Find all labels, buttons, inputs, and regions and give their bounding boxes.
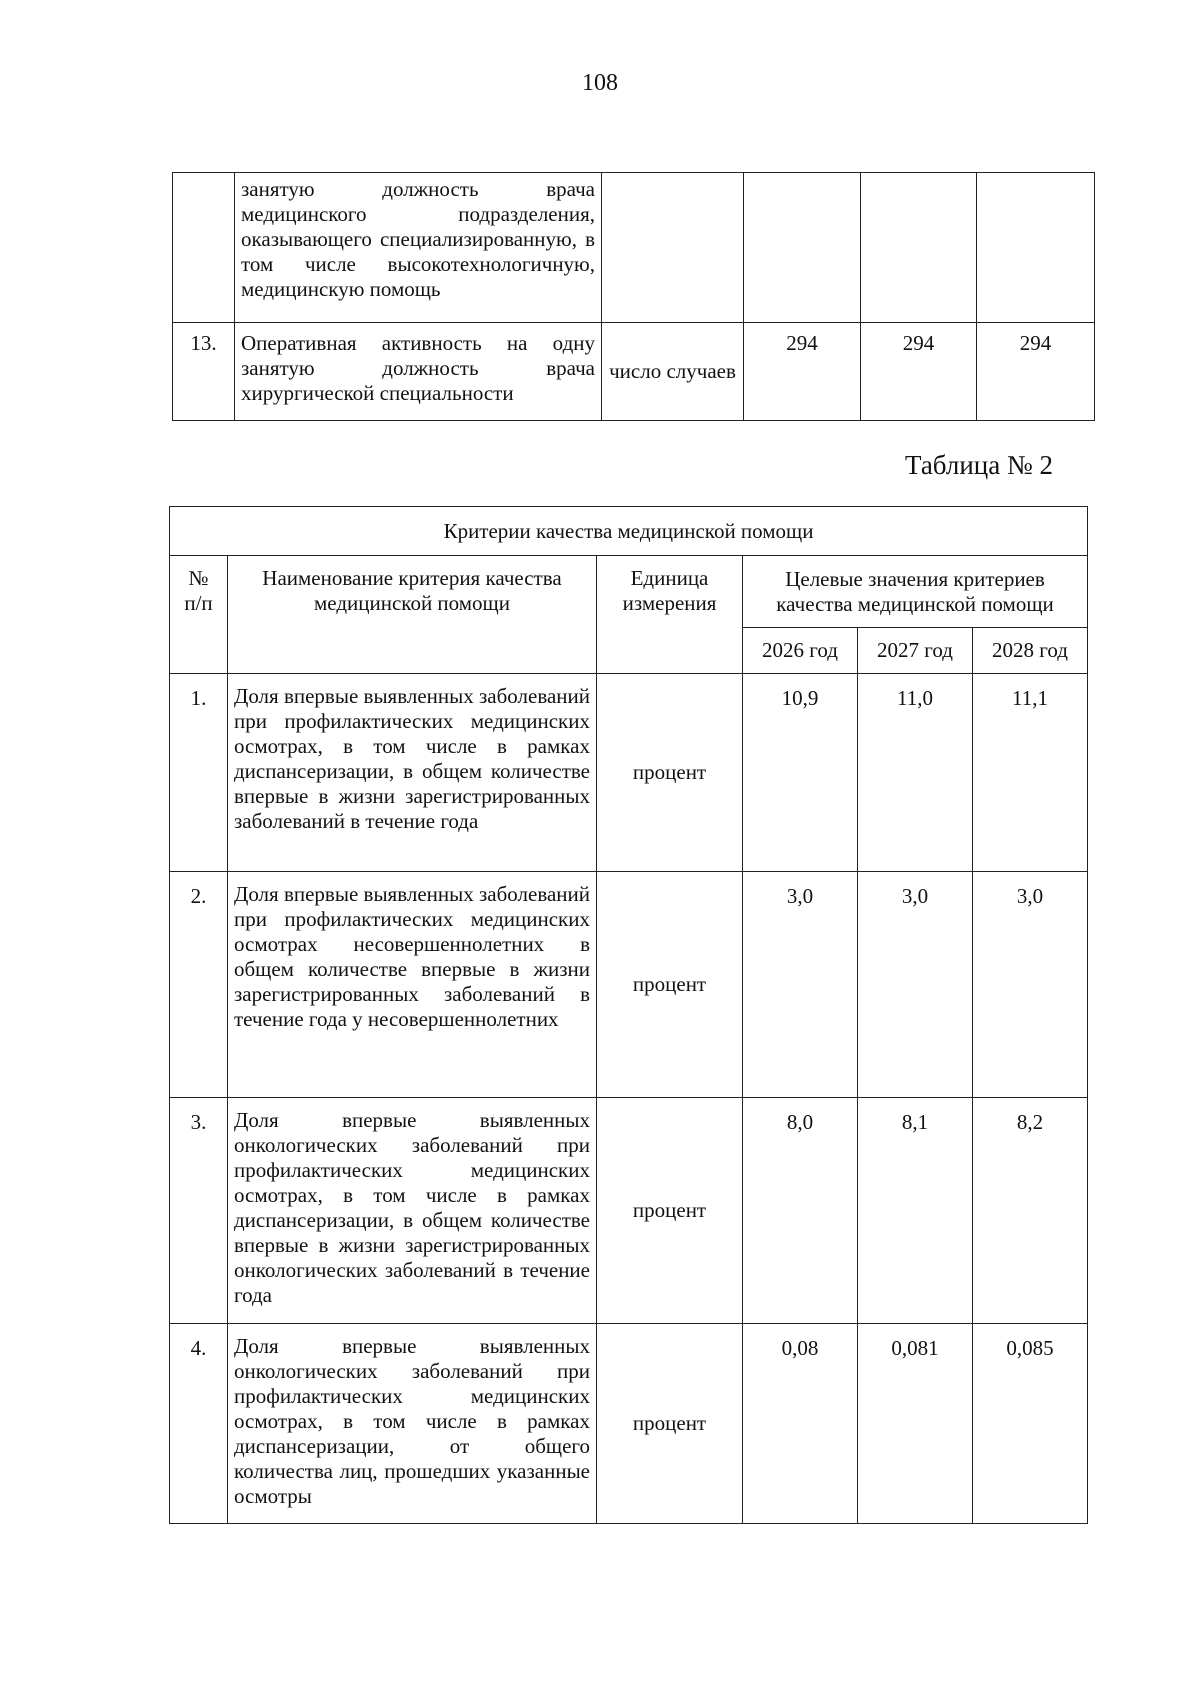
value-2028: 8,2 bbox=[973, 1098, 1088, 1324]
table-caption: Таблица № 2 bbox=[905, 450, 1053, 480]
row-number: 13. bbox=[173, 323, 235, 421]
table-row bbox=[173, 173, 1095, 323]
unit-cell: число случаев bbox=[602, 323, 744, 421]
row-number: 3. bbox=[170, 1098, 228, 1324]
header-unit: Единица измерения bbox=[597, 556, 743, 674]
value-2028: 3,0 bbox=[973, 872, 1088, 1098]
value-2028: 0,085 bbox=[973, 1324, 1088, 1524]
header-name: Наименование критерия качества медицинской помощи bbox=[228, 556, 597, 674]
row-number: 4. bbox=[170, 1324, 228, 1524]
value-2028 bbox=[977, 173, 1095, 323]
value-2027: 11,0 bbox=[858, 674, 973, 872]
value-2027: 8,1 bbox=[858, 1098, 973, 1324]
row-number: 1. bbox=[170, 674, 228, 872]
criterion-name: Доля впервые выявленных онкологических заболеваний при профилактических медицинских осмотрах, в том числе в рамках диспансеризации, от общего количества лиц, прошедших указанные осмотры bbox=[228, 1324, 597, 1524]
header-targets: Целевые значения критериев качества медицинской помощи bbox=[743, 556, 1088, 628]
value-2028: 11,1 bbox=[973, 674, 1088, 872]
table-row bbox=[170, 872, 1088, 1098]
value-2027: 0,081 bbox=[858, 1324, 973, 1524]
header-year-2028: 2028 год bbox=[973, 628, 1088, 674]
criterion-name: Оперативная активность на одну занятую должность врача хирургической специальности bbox=[235, 323, 602, 421]
value-2026: 10,9 bbox=[743, 674, 858, 872]
criterion-name: занятую должность врача медицинского подразделения, оказывающего специализированную, в том числе высокотехнологичную, медицинскую помощь bbox=[235, 173, 602, 323]
row-number: 2. bbox=[170, 872, 228, 1098]
value-2027 bbox=[861, 173, 977, 323]
value-2026: 294 bbox=[744, 323, 861, 421]
value-2026: 3,0 bbox=[743, 872, 858, 1098]
row-number bbox=[173, 173, 235, 323]
quality-criteria-table bbox=[169, 506, 1088, 1524]
page-number: 108 bbox=[582, 70, 618, 96]
unit-cell bbox=[602, 173, 744, 323]
value-2026 bbox=[744, 173, 861, 323]
value-2026: 0,08 bbox=[743, 1324, 858, 1524]
header-row bbox=[170, 556, 1088, 628]
criterion-name: Доля впервые выявленных онкологических заболеваний при профилактических медицинских осмотрах, в том числе в рамках диспансеризации, в общем количестве впервые в жизни зарегистрированных онкологических заболеваний в течение года bbox=[228, 1098, 597, 1324]
continuation-table bbox=[172, 172, 1095, 421]
criterion-name: Доля впервые выявленных заболеваний при профилактических медицинских осмотрах несовершеннолетних в общем количестве впервые в жизни зарегистрированных заболеваний в течение года у несовершеннолетних bbox=[228, 872, 597, 1098]
table-title-row bbox=[170, 507, 1088, 556]
table-row bbox=[173, 323, 1095, 421]
table-title: Критерии качества медицинской помощи bbox=[170, 507, 1088, 556]
header-num: № п/п bbox=[170, 556, 228, 674]
value-2028: 294 bbox=[977, 323, 1095, 421]
table-row bbox=[170, 1098, 1088, 1324]
unit-cell: процент bbox=[597, 674, 743, 872]
unit-cell: процент bbox=[597, 1098, 743, 1324]
value-2027: 3,0 bbox=[858, 872, 973, 1098]
criterion-name: Доля впервые выявленных заболеваний при профилактических медицинских осмотрах, в том числе в рамках диспансеризации, в общем количестве впервые в жизни зарегистрированных заболеваний в течение года bbox=[228, 674, 597, 872]
value-2026: 8,0 bbox=[743, 1098, 858, 1324]
table-row bbox=[170, 674, 1088, 872]
unit-cell: процент bbox=[597, 872, 743, 1098]
table-row bbox=[170, 1324, 1088, 1524]
unit-cell: процент bbox=[597, 1324, 743, 1524]
header-year-2026: 2026 год bbox=[743, 628, 858, 674]
header-year-2027: 2027 год bbox=[858, 628, 973, 674]
value-2027: 294 bbox=[861, 323, 977, 421]
